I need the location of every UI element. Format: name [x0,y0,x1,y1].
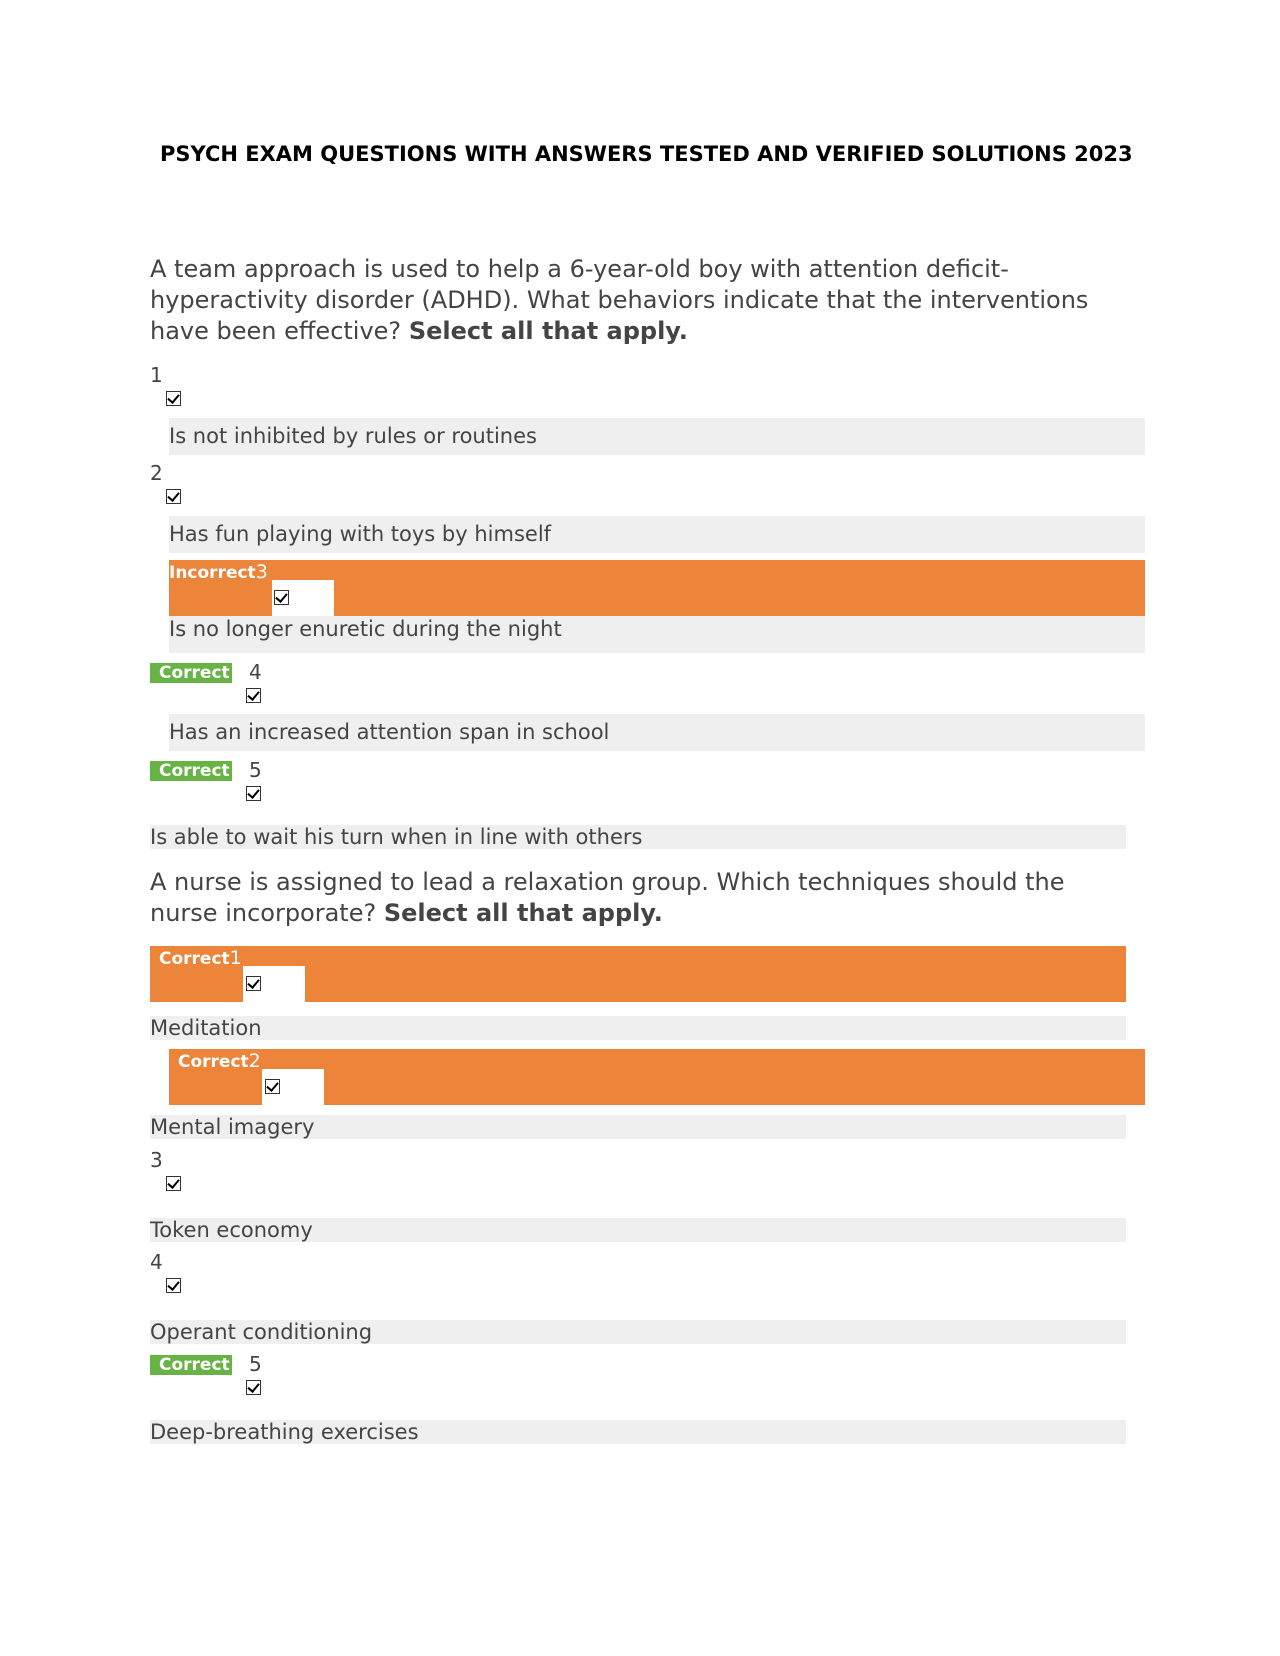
q1-option-5-text: Is able to wait his turn when in line with others [150,825,643,849]
q1-option-3-result-bar [169,560,1145,616]
q2-option-4-number: 4 [150,1250,163,1274]
question-2-emphasis: Select all that apply. [383,899,663,927]
q2-option-2-result-bar [169,1049,1145,1105]
q2-option-2-text: Mental imagery [150,1115,315,1139]
q2-option-2-result-label [178,1051,261,1072]
q1-option-2-number: 2 [150,461,163,485]
question-2 [150,867,1110,929]
q1-option-2-checkbox[interactable] [166,489,181,504]
q1-option-2-text: Has fun playing with toys by himself [169,522,552,546]
q2-option-3-checkbox[interactable] [166,1176,181,1191]
q2-option-3-text: Token economy [150,1218,313,1242]
q2-option-4-text: Operant conditioning [150,1320,373,1344]
q2-option-1-result-bar [150,946,1126,1002]
correct-label: Correct [159,1355,230,1375]
correct-label: Correct [159,663,230,683]
q2-option-5-text: Deep-breathing exercises [150,1420,419,1444]
question-1-emphasis: Select all that apply. [408,317,688,345]
q1-option-4-correct-badge [150,663,232,683]
correct-label: Correct [159,761,230,781]
q2-option-1-checkbox[interactable] [246,976,261,991]
question-2-text: A nurse is assigned to lead a relaxation group. Which techniques should the nurse incorporate? [150,868,1065,927]
correct-label: Correct [178,1052,249,1072]
q1-option-5-number: 5 [249,758,262,782]
q1-option-4-checkbox[interactable] [246,688,261,703]
document-title: PSYCH EXAM QUESTIONS WITH ANSWERS TESTED AND VERIFIED SOLUTIONS 2023 [160,142,1133,166]
q1-option-4-text: Has an increased attention span in school [169,720,610,744]
q2-option-2-answer [150,1115,1126,1139]
q2-option-2-checkbox[interactable] [265,1079,280,1094]
q1-option-1-answer [169,418,1145,455]
incorrect-label: Incorrect [169,563,256,583]
q1-option-3-result-label [169,562,268,583]
q2-option-5-answer [150,1420,1126,1444]
q1-option-3-checkbox[interactable] [274,590,289,605]
q2-option-1-result-label [159,948,242,969]
q1-option-5-correct-badge [150,761,232,781]
question-1-text: A team approach is used to help a 6-year-old boy with attention deficit-hyperactivity disorder (ADHD). What behaviors indicate that the interventions have been effective? [150,255,1089,345]
q1-option-3-text: Is no longer enuretic during the night [169,617,562,641]
question-1 [150,254,1110,347]
q2-option-1-number: 1 [229,947,242,969]
q2-option-1-checkbox-area [243,966,305,1002]
q1-option-3-number: 3 [255,561,268,583]
q1-option-1-number: 1 [150,363,163,387]
q2-option-4-checkbox[interactable] [166,1278,181,1293]
q1-option-5-answer [150,825,1126,849]
q1-option-1-text: Is not inhibited by rules or routines [169,424,537,448]
q2-option-3-number: 3 [150,1148,163,1172]
q1-option-1-checkbox[interactable] [166,391,181,406]
q2-option-2-number: 2 [248,1050,261,1072]
correct-label: Correct [159,949,230,969]
q2-option-1-answer [150,1016,1126,1040]
q1-option-2-answer [169,516,1145,553]
q1-option-5-checkbox[interactable] [246,786,261,801]
q2-option-1-text: Meditation [150,1016,262,1040]
q2-option-3-answer [150,1218,1126,1242]
q2-option-5-number: 5 [249,1352,262,1376]
q1-option-4-answer [169,714,1145,751]
q2-option-4-answer [150,1320,1126,1344]
q2-option-5-correct-badge [150,1355,232,1375]
q2-option-2-checkbox-area [262,1069,324,1105]
q1-option-4-number: 4 [249,660,262,684]
q2-option-5-checkbox[interactable] [246,1380,261,1395]
q1-option-3-checkbox-area [272,580,334,616]
q1-option-3-answer [169,616,1145,653]
